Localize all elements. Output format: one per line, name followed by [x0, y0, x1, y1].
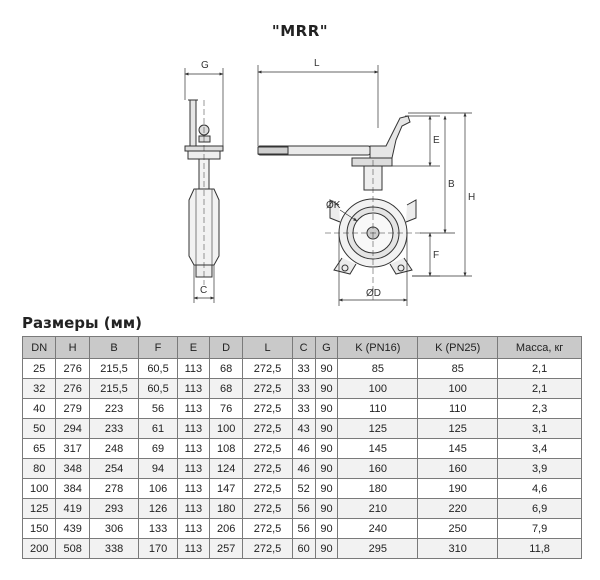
- table-cell: 2,3: [498, 399, 582, 419]
- table-cell: 90: [315, 439, 338, 459]
- table-cell: 257: [209, 539, 242, 559]
- column-header: G: [315, 337, 338, 359]
- column-header: H: [56, 337, 89, 359]
- table-cell: 310: [418, 539, 498, 559]
- table-cell: 113: [177, 539, 209, 559]
- table-cell: 100: [23, 479, 56, 499]
- table-cell: 33: [292, 399, 315, 419]
- table-cell: 60,5: [139, 359, 178, 379]
- table-cell: 46: [292, 459, 315, 479]
- table-cell: 210: [338, 499, 418, 519]
- column-header: D: [209, 337, 242, 359]
- column-header: E: [177, 337, 209, 359]
- table-body: [23, 359, 582, 559]
- table-cell: 272,5: [243, 499, 292, 519]
- table-cell: 240: [338, 519, 418, 539]
- table-cell: 90: [315, 539, 338, 559]
- table-cell: 419: [56, 499, 89, 519]
- table-cell: 60: [292, 539, 315, 559]
- table-cell: 233: [89, 419, 138, 439]
- table-cell: 306: [89, 519, 138, 539]
- table-cell: 272,5: [243, 539, 292, 559]
- table-cell: 3,4: [498, 439, 582, 459]
- table-cell: 106: [139, 479, 178, 499]
- table-cell: 90: [315, 499, 338, 519]
- table-cell: 215,5: [89, 359, 138, 379]
- table-cell: 90: [315, 399, 338, 419]
- valve-side-view: [185, 100, 223, 285]
- table-cell: 108: [209, 439, 242, 459]
- table-row: [23, 399, 582, 419]
- table-cell: 76: [209, 399, 242, 419]
- column-header: B: [89, 337, 138, 359]
- table-cell: 90: [315, 379, 338, 399]
- dim-label-e: E: [433, 135, 440, 146]
- dimensions-table: [22, 336, 582, 559]
- table-cell: 508: [56, 539, 89, 559]
- table-cell: 272,5: [243, 479, 292, 499]
- table-cell: 272,5: [243, 419, 292, 439]
- table-cell: 11,8: [498, 539, 582, 559]
- table-cell: 25: [23, 359, 56, 379]
- column-header: L: [243, 337, 292, 359]
- table-cell: 133: [139, 519, 178, 539]
- table-cell: 56: [292, 519, 315, 539]
- column-header: K (PN25): [418, 337, 498, 359]
- table-header-row: [23, 337, 582, 359]
- table-cell: 56: [292, 499, 315, 519]
- table-cell: 279: [56, 399, 89, 419]
- table-cell: 85: [338, 359, 418, 379]
- table-cell: 145: [338, 439, 418, 459]
- dim-label-k: ØK: [326, 200, 341, 211]
- table-cell: 2,1: [498, 359, 582, 379]
- table-cell: 113: [177, 499, 209, 519]
- table-cell: 113: [177, 459, 209, 479]
- table-cell: 80: [23, 459, 56, 479]
- table-cell: 61: [139, 419, 178, 439]
- column-header: K (PN16): [338, 337, 418, 359]
- table-cell: 145: [418, 439, 498, 459]
- column-header: C: [292, 337, 315, 359]
- dim-label-h: H: [468, 192, 476, 203]
- table-cell: 2,1: [498, 379, 582, 399]
- table-cell: 170: [139, 539, 178, 559]
- table-cell: 90: [315, 359, 338, 379]
- dim-label-b: B: [448, 179, 455, 190]
- table-cell: 180: [209, 499, 242, 519]
- table-cell: 439: [56, 519, 89, 539]
- table-cell: 125: [338, 419, 418, 439]
- table-cell: 250: [418, 519, 498, 539]
- table-cell: 124: [209, 459, 242, 479]
- table-cell: 276: [56, 359, 89, 379]
- table-cell: 94: [139, 459, 178, 479]
- table-cell: 248: [89, 439, 138, 459]
- table-row: [23, 439, 582, 459]
- table-cell: 52: [292, 479, 315, 499]
- table-cell: 90: [315, 459, 338, 479]
- dim-label-l: L: [314, 58, 320, 69]
- table-row: [23, 419, 582, 439]
- table-cell: 215,5: [89, 379, 138, 399]
- table-cell: 272,5: [243, 459, 292, 479]
- table-cell: 33: [292, 359, 315, 379]
- table-cell: 90: [315, 519, 338, 539]
- table-cell: 113: [177, 419, 209, 439]
- table-cell: 100: [338, 379, 418, 399]
- table-cell: 100: [209, 419, 242, 439]
- table-row: [23, 519, 582, 539]
- table-cell: 293: [89, 499, 138, 519]
- table-cell: 125: [23, 499, 56, 519]
- table-cell: 272,5: [243, 359, 292, 379]
- table-cell: 190: [418, 479, 498, 499]
- drawing-title: "MRR": [271, 22, 329, 40]
- table-cell: 40: [23, 399, 56, 419]
- table-cell: 113: [177, 379, 209, 399]
- table-cell: 160: [338, 459, 418, 479]
- table-cell: 338: [89, 539, 138, 559]
- table-cell: 295: [338, 539, 418, 559]
- table-cell: 220: [418, 499, 498, 519]
- table-cell: 294: [56, 419, 89, 439]
- table-row: [23, 379, 582, 399]
- table-cell: 43: [292, 419, 315, 439]
- dim-label-f: F: [433, 250, 440, 261]
- table-cell: 200: [23, 539, 56, 559]
- table-row: [23, 539, 582, 559]
- table-cell: 56: [139, 399, 178, 419]
- table-cell: 278: [89, 479, 138, 499]
- table-cell: 68: [209, 359, 242, 379]
- table-cell: 113: [177, 399, 209, 419]
- table-row: [23, 459, 582, 479]
- table-row: [23, 479, 582, 499]
- table-row: [23, 499, 582, 519]
- table-cell: 3,1: [498, 419, 582, 439]
- table-cell: 46: [292, 439, 315, 459]
- table-cell: 348: [56, 459, 89, 479]
- table-cell: 272,5: [243, 399, 292, 419]
- table-cell: 68: [209, 379, 242, 399]
- table-cell: 110: [338, 399, 418, 419]
- table-cell: 125: [418, 419, 498, 439]
- table-cell: 113: [177, 479, 209, 499]
- column-header: Масса, кг: [498, 337, 582, 359]
- table-cell: 113: [177, 359, 209, 379]
- table-cell: 113: [177, 439, 209, 459]
- dim-label-c: C: [200, 285, 208, 296]
- table-cell: 272,5: [243, 439, 292, 459]
- table-cell: 6,9: [498, 499, 582, 519]
- table-cell: 276: [56, 379, 89, 399]
- table-cell: 4,6: [498, 479, 582, 499]
- column-header: F: [139, 337, 178, 359]
- table-cell: 7,9: [498, 519, 582, 539]
- table-cell: 90: [315, 419, 338, 439]
- table-cell: 384: [56, 479, 89, 499]
- table-cell: 69: [139, 439, 178, 459]
- table-cell: 317: [56, 439, 89, 459]
- table-cell: 33: [292, 379, 315, 399]
- table-cell: 126: [139, 499, 178, 519]
- table-cell: 254: [89, 459, 138, 479]
- column-header: DN: [23, 337, 56, 359]
- table-cell: 32: [23, 379, 56, 399]
- dimensions-heading: Размеры (мм): [22, 314, 143, 332]
- table-cell: 3,9: [498, 459, 582, 479]
- table-cell: 90: [315, 479, 338, 499]
- table-cell: 50: [23, 419, 56, 439]
- table-cell: 206: [209, 519, 242, 539]
- table-cell: 110: [418, 399, 498, 419]
- table-cell: 60,5: [139, 379, 178, 399]
- table-cell: 223: [89, 399, 138, 419]
- table-cell: 65: [23, 439, 56, 459]
- table-cell: 147: [209, 479, 242, 499]
- table-cell: 100: [418, 379, 498, 399]
- table-cell: 150: [23, 519, 56, 539]
- table-cell: 180: [338, 479, 418, 499]
- table-row: [23, 359, 582, 379]
- table-cell: 113: [177, 519, 209, 539]
- dim-label-d: ØD: [366, 288, 381, 299]
- table-cell: 160: [418, 459, 498, 479]
- table-cell: 85: [418, 359, 498, 379]
- dim-label-g: G: [201, 60, 209, 71]
- table-cell: 272,5: [243, 519, 292, 539]
- table-cell: 272,5: [243, 379, 292, 399]
